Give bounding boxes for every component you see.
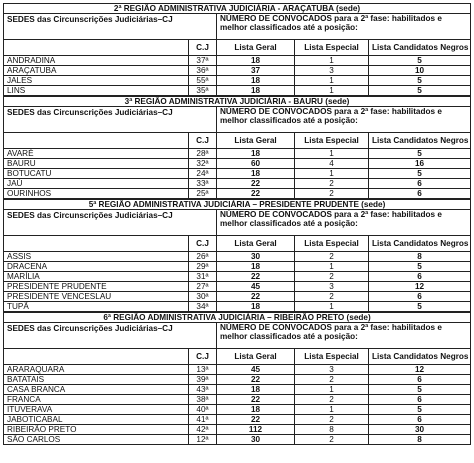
lista-especial-header: Lista Especial [295,133,369,149]
table-row [4,66,471,76]
lista-geral-cell: 18 [217,405,295,415]
lista-geral-header: Lista Geral [217,40,295,56]
sedes-header: SEDES das Circunscrições Judiciárias–CJ [4,14,217,40]
blank-header-cell [4,349,189,365]
city-cell: JALES [4,76,189,86]
city-cell: BATATAIS [4,375,189,385]
table-row [4,365,471,375]
region-title: 6ª REGIÃO ADMINISTRATIVA JUDICIÁRIA – RIBEIRÃO PRETO (sede) [4,313,471,323]
lista-negros-cell: 5 [369,56,471,66]
lista-negros-cell: 5 [369,385,471,395]
cj-cell: 35ª [189,86,217,96]
lista-geral-cell: 22 [217,395,295,405]
table-row [4,86,471,96]
table-row [4,302,471,312]
lista-geral-cell: 18 [217,56,295,66]
city-cell: SÃO CARLOS [4,435,189,445]
header-row [4,210,471,236]
header-row [4,107,471,133]
lista-negros-cell: 6 [369,292,471,302]
lista-especial-cell: 4 [295,159,369,169]
table-row [4,375,471,385]
cj-cell: 40ª [189,405,217,415]
lista-especial-cell: 2 [295,375,369,385]
city-cell: OURINHOS [4,189,189,199]
city-cell: PRESIDENTE VENCESLAU [4,292,189,302]
lista-negros-cell: 5 [369,86,471,96]
lista-especial-cell: 2 [295,179,369,189]
table-row [4,169,471,179]
blank-header-cell [4,40,189,56]
cj-header: C.J [189,236,217,252]
lista-negros-header: Lista Candidatos Negros [369,349,471,365]
lista-negros-cell: 5 [369,76,471,86]
region-title-row [4,313,471,323]
table-row [4,385,471,395]
lista-especial-cell: 2 [295,252,369,262]
city-cell: BOTUCATU [4,169,189,179]
lista-especial-header: Lista Especial [295,236,369,252]
lista-geral-cell: 18 [217,262,295,272]
city-cell: ARAÇATUBA [4,66,189,76]
lista-geral-cell: 112 [217,425,295,435]
city-cell: BAURU [4,159,189,169]
header-row [4,323,471,349]
lista-especial-cell: 1 [295,405,369,415]
table-row [4,149,471,159]
lista-especial-cell: 1 [295,262,369,272]
column-header-row [4,236,471,252]
lista-especial-cell: 3 [295,365,369,375]
lista-geral-cell: 22 [217,189,295,199]
city-cell: MARÍLIA [4,272,189,282]
table-row [4,272,471,282]
convocados-header: NÚMERO DE CONVOCADOS para a 2ª fase: habilitados e melhor classificados até a posição: [217,210,471,236]
cj-header: C.J [189,349,217,365]
lista-negros-cell: 5 [369,262,471,272]
table-row [4,252,471,262]
table-row [4,415,471,425]
lista-negros-cell: 6 [369,189,471,199]
region-title-row [4,4,471,14]
cj-cell: 41ª [189,415,217,425]
lista-negros-cell: 16 [369,159,471,169]
region-table [3,3,471,96]
lista-negros-cell: 12 [369,365,471,375]
lista-negros-header: Lista Candidatos Negros [369,40,471,56]
blank-header-cell [4,133,189,149]
city-cell: TUPÃ [4,302,189,312]
lista-negros-cell: 6 [369,415,471,425]
region-title-row [4,200,471,210]
table-row [4,189,471,199]
lista-geral-cell: 18 [217,149,295,159]
lista-negros-cell: 6 [369,375,471,385]
cj-cell: 38ª [189,395,217,405]
city-cell: PRESIDENTE PRUDENTE [4,282,189,292]
lista-geral-cell: 30 [217,435,295,445]
cj-cell: 28ª [189,149,217,159]
lista-geral-header: Lista Geral [217,236,295,252]
city-cell: RIBEIRÃO PRETO [4,425,189,435]
table-row [4,179,471,189]
lista-especial-cell: 3 [295,282,369,292]
cj-cell: 29ª [189,262,217,272]
lista-especial-cell: 1 [295,169,369,179]
cj-cell: 27ª [189,282,217,292]
lista-negros-cell: 30 [369,425,471,435]
lista-especial-header: Lista Especial [295,349,369,365]
table-row [4,159,471,169]
lista-geral-cell: 60 [217,159,295,169]
lista-geral-cell: 18 [217,385,295,395]
lista-negros-cell: 5 [369,405,471,415]
city-cell: FRANCA [4,395,189,405]
cj-cell: 25ª [189,189,217,199]
lista-especial-cell: 1 [295,76,369,86]
blank-header-cell [4,236,189,252]
lista-negros-cell: 6 [369,179,471,189]
lista-especial-cell: 2 [295,415,369,425]
header-row [4,14,471,40]
table-row [4,395,471,405]
cj-header: C.J [189,40,217,56]
region-title: 2ª REGIÃO ADMINISTRATIVA JUDICIÁRIA - ARAÇATUBA (sede) [4,4,471,14]
city-cell: CASA BRANCA [4,385,189,395]
lista-especial-cell: 8 [295,425,369,435]
table-row [4,435,471,445]
lista-negros-cell: 8 [369,435,471,445]
lista-geral-cell: 45 [217,282,295,292]
lista-geral-cell: 22 [217,375,295,385]
lista-especial-cell: 2 [295,395,369,405]
city-cell: JAÚ [4,179,189,189]
lista-geral-cell: 30 [217,252,295,262]
cj-cell: 37ª [189,56,217,66]
lista-geral-cell: 18 [217,86,295,96]
cj-cell: 42ª [189,425,217,435]
lista-negros-header: Lista Candidatos Negros [369,236,471,252]
lista-especial-header: Lista Especial [295,40,369,56]
sedes-header: SEDES das Circunscrições Judiciárias–CJ [4,210,217,236]
convocados-header: NÚMERO DE CONVOCADOS para a 2ª fase: habilitados e melhor classificados até a posição: [217,323,471,349]
lista-negros-cell: 5 [369,149,471,159]
column-header-row [4,349,471,365]
cj-cell: 33ª [189,179,217,189]
cj-cell: 39ª [189,375,217,385]
cj-header: C.J [189,133,217,149]
lista-especial-cell: 1 [295,149,369,159]
cj-cell: 55ª [189,76,217,86]
lista-negros-cell: 12 [369,282,471,292]
lista-geral-cell: 18 [217,302,295,312]
cj-cell: 43ª [189,385,217,395]
lista-especial-cell: 1 [295,302,369,312]
cj-cell: 30ª [189,292,217,302]
city-cell: AVARÉ [4,149,189,159]
table-row [4,282,471,292]
lista-geral-cell: 22 [217,272,295,282]
region-table [3,199,471,312]
table-row [4,405,471,415]
document-page [3,3,470,445]
lista-negros-cell: 6 [369,395,471,405]
region-table [3,312,471,445]
lista-negros-cell: 6 [369,272,471,282]
city-cell: ITUVERAVA [4,405,189,415]
lista-especial-cell: 1 [295,385,369,395]
lista-geral-cell: 45 [217,365,295,375]
cj-cell: 32ª [189,159,217,169]
lista-geral-cell: 37 [217,66,295,76]
city-cell: ASSIS [4,252,189,262]
lista-especial-cell: 2 [295,189,369,199]
lista-negros-cell: 5 [369,302,471,312]
cj-cell: 36ª [189,66,217,76]
region-title: 3ª REGIÃO ADMINISTRATIVA JUDICIÁRIA - BAURU (sede) [4,97,471,107]
cj-cell: 26ª [189,252,217,262]
lista-especial-cell: 3 [295,66,369,76]
lista-especial-cell: 2 [295,272,369,282]
table-row [4,425,471,435]
cj-cell: 34ª [189,302,217,312]
city-cell: ANDRADINA [4,56,189,66]
lista-geral-cell: 18 [217,169,295,179]
lista-especial-cell: 1 [295,86,369,96]
lista-especial-cell: 1 [295,56,369,66]
convocados-header: NÚMERO DE CONVOCADOS para a 2ª fase: habilitados e melhor classificados até a posição: [217,107,471,133]
column-header-row [4,40,471,56]
cj-cell: 13ª [189,365,217,375]
lista-geral-header: Lista Geral [217,133,295,149]
lista-geral-cell: 18 [217,76,295,86]
city-cell: ARARAQUARA [4,365,189,375]
table-row [4,292,471,302]
lista-especial-cell: 2 [295,292,369,302]
convocados-header: NÚMERO DE CONVOCADOS para a 2ª fase: habilitados e melhor classificados até a posição: [217,14,471,40]
region-table [3,96,471,199]
column-header-row [4,133,471,149]
table-row [4,56,471,66]
table-row [4,76,471,86]
lista-especial-cell: 2 [295,435,369,445]
lista-geral-cell: 22 [217,415,295,425]
lista-negros-header: Lista Candidatos Negros [369,133,471,149]
lista-geral-header: Lista Geral [217,349,295,365]
city-cell: LINS [4,86,189,96]
table-row [4,262,471,272]
lista-geral-cell: 22 [217,292,295,302]
sedes-header: SEDES das Circunscrições Judiciárias–CJ [4,323,217,349]
region-title-row [4,97,471,107]
city-cell: DRACENA [4,262,189,272]
city-cell: JABOTICABAL [4,415,189,425]
cj-cell: 24ª [189,169,217,179]
cj-cell: 31ª [189,272,217,282]
lista-negros-cell: 10 [369,66,471,76]
lista-negros-cell: 8 [369,252,471,262]
sedes-header: SEDES das Circunscrições Judiciárias–CJ [4,107,217,133]
cj-cell: 12ª [189,435,217,445]
lista-geral-cell: 22 [217,179,295,189]
lista-negros-cell: 5 [369,169,471,179]
region-title: 5ª REGIÃO ADMINISTRATIVA JUDICIÁRIA – PRESIDENTE PRUDENTE (sede) [4,200,471,210]
